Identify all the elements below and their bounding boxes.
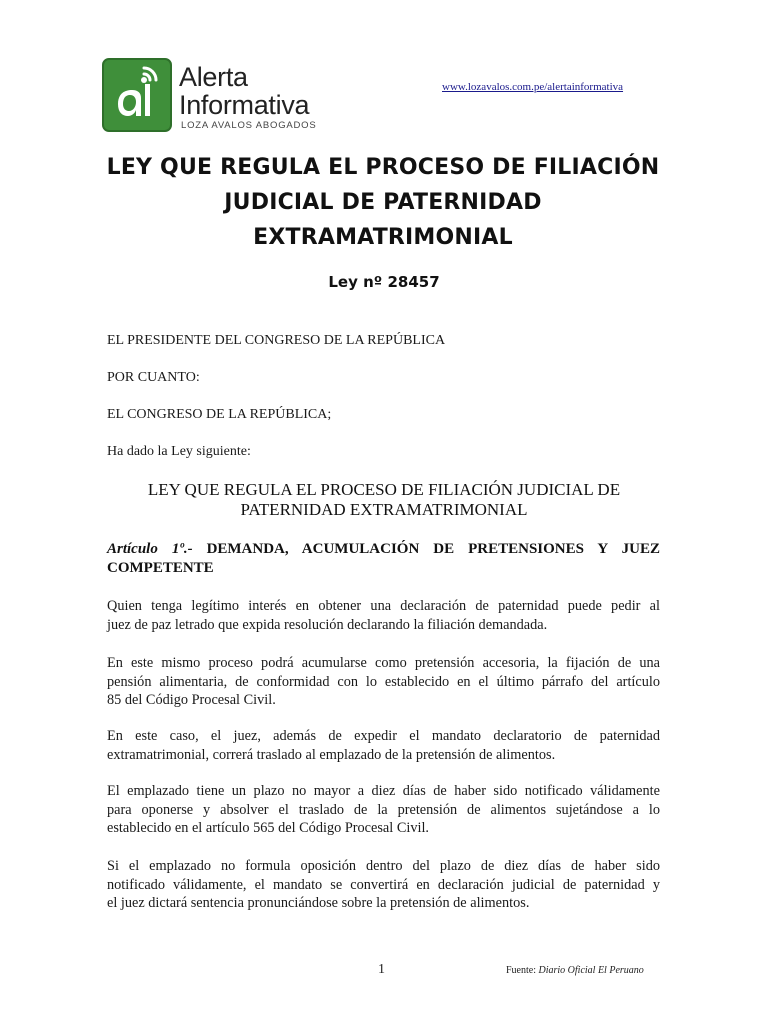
paragraph-line: Quien tenga legítimo interés en obtener una declaración de paternidad puede pedir al [107, 598, 660, 614]
title-line-2: JUDICIAL DE PATERNIDAD [224, 190, 542, 215]
paragraph-line: establecido en el artículo 565 del Código Procesal Civil. [107, 820, 430, 836]
source-name: Diario Oficial El Peruano [538, 965, 644, 976]
article-heading [107, 540, 660, 578]
logo-line-1: Alerta [179, 62, 248, 92]
alerta-informativa-logo [102, 58, 342, 134]
preamble-president: EL PRESIDENTE DEL CONGRESO DE LA REPÚBLICA [107, 333, 446, 348]
paragraph-line: notificado válidamente, el mandato se convertirá en declaración judicial de paternidad y [107, 876, 660, 893]
paragraph-line: Si el emplazado no formula oposición dentro del plazo de diez días de haber sido [107, 858, 660, 874]
paragraph-line: El emplazado tiene un plazo no mayor a diez días de haber sido notificado válidamente [107, 783, 660, 799]
paragraph-5 [107, 857, 660, 913]
paragraph-line: juez de paz letrado que expida resolución declarando la filiación demandada. [107, 616, 548, 633]
title-line-3: EXTRAMATRIMONIAL [253, 225, 513, 250]
paragraph-line: En este caso, el juez, además de expedir el mandato declaratorio de paternidad [107, 728, 660, 744]
logo-line-2: Informativa [179, 90, 310, 120]
signal-icon [104, 60, 170, 130]
website-link[interactable]: www.lozavalos.com.pe/alertainformativa [442, 81, 624, 93]
law-subtitle [100, 480, 668, 520]
law-number: Ley nº 28457 [328, 273, 440, 291]
paragraph-line: extramatrimonial, correrá traslado al emplazado de la pretensión de alimentos. [107, 746, 556, 763]
preamble-congreso: EL CONGRESO DE LA REPÚBLICA; [107, 407, 332, 422]
logo-tagline: LOZA AVALOS ABOGADOS [181, 120, 317, 131]
paragraph-line: el juez dictará sentencia pronunciándose sobre la pretensión de alimentos. [107, 895, 530, 911]
paragraph-line: En este mismo proceso podrá acumularse como pretensión accesoria, la fijación de una [107, 655, 660, 671]
paragraph-4 [107, 782, 660, 838]
document-title [60, 150, 706, 255]
page-number: 1 [378, 962, 385, 977]
subtitle-line-2: PATERNIDAD EXTRAMATRIMONIAL [240, 500, 528, 519]
source-label: Fuente: [506, 965, 539, 976]
paragraph-line: 85 del Código Procesal Civil. [107, 692, 276, 708]
logo-wordmark [179, 63, 309, 119]
article-number: Artículo 1º.- [107, 541, 207, 557]
title-line-1: LEY QUE REGULA EL PROCESO DE FILIACIÓN [106, 155, 660, 180]
preamble-por-cuanto: POR CUANTO: [107, 370, 200, 385]
paragraph-3 [107, 727, 660, 764]
paragraph-1 [107, 597, 660, 634]
preamble-ha-dado: Ha dado la Ley siguiente: [107, 444, 251, 459]
paragraph-line: pensión alimentaria, de conformidad con lo establecido en el último párrafo del artículo [107, 673, 660, 690]
paragraph-line: para oponerse y absolver el traslado de la pretensión de alimentos sujetándose a lo [107, 801, 660, 818]
logo-badge [102, 58, 172, 132]
article-title: DEMANDA, ACUMULACIÓN DE PRETENSIONES Y JUEZ COMPETENTE [107, 541, 660, 576]
subtitle-line-1: LEY QUE REGULA EL PROCESO DE FILIACIÓN JUDICIAL DE [147, 480, 621, 499]
paragraph-2 [107, 654, 660, 710]
footer-source [506, 965, 644, 976]
